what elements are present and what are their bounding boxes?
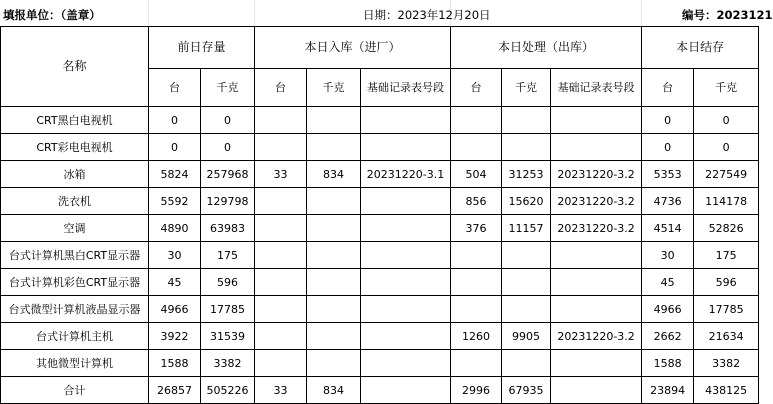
cell-in-record	[361, 269, 451, 296]
cell-in-units: 33	[255, 161, 307, 188]
cell-in-kg	[307, 242, 361, 269]
report-date: 日期：2023年12月20日	[363, 8, 491, 22]
unit-header-units: 台	[451, 69, 502, 107]
cell-out-kg: 15620	[502, 188, 551, 215]
cell-out-record: 20231220-3.2	[551, 188, 642, 215]
cell-bal-units: 30	[642, 242, 694, 269]
cell-out-units	[451, 134, 502, 161]
report-code: 编号：2023121	[682, 8, 773, 22]
unit-header-kg: 千克	[201, 69, 255, 107]
cell-in-kg	[307, 134, 361, 161]
cell-prev-units: 4966	[149, 296, 201, 323]
table-row	[1, 296, 759, 323]
group-header-balance: 本日结存	[642, 27, 759, 69]
unit-header-kg: 千克	[502, 69, 551, 107]
cell-in-kg	[307, 350, 361, 377]
row-name-cell: 台式微型计算机液晶显示器	[1, 296, 149, 323]
cell-out-kg: 11157	[502, 215, 551, 242]
row-name-cell: 台式计算机彩色CRT显示器	[1, 269, 149, 296]
cell-bal-units: 45	[642, 269, 694, 296]
unit-header-kg: 千克	[307, 69, 361, 107]
cell-in-record: 20231220-3.1	[361, 161, 451, 188]
cell-out-kg: 9905	[502, 323, 551, 350]
cell-in-record	[361, 377, 451, 404]
cell-out-record	[551, 350, 642, 377]
unit-header-units: 台	[642, 69, 694, 107]
cell-prev-kg: 3382	[201, 350, 255, 377]
cell-prev-units: 0	[149, 107, 201, 134]
cell-out-kg: 67935	[502, 377, 551, 404]
cell-prev-kg: 0	[201, 107, 255, 134]
cell-in-units	[255, 215, 307, 242]
cell-bal-kg: 438125	[694, 377, 759, 404]
cell-prev-units: 45	[149, 269, 201, 296]
cell-in-units: 33	[255, 377, 307, 404]
cell-out-record	[551, 269, 642, 296]
row-name-cell: CRT彩电电视机	[1, 134, 149, 161]
cell-out-record	[551, 134, 642, 161]
table-row	[1, 377, 759, 404]
row-name-cell: 台式计算机黑白CRT显示器	[1, 242, 149, 269]
cell-prev-units: 1588	[149, 350, 201, 377]
cell-prev-kg: 257968	[201, 161, 255, 188]
unit-header-kg: 千克	[694, 69, 759, 107]
inventory-table	[0, 26, 759, 404]
cell-out-units	[451, 107, 502, 134]
cell-in-kg: 834	[307, 377, 361, 404]
cell-in-units	[255, 134, 307, 161]
cell-in-record	[361, 134, 451, 161]
cell-in-units	[255, 188, 307, 215]
cell-prev-units: 5824	[149, 161, 201, 188]
cell-prev-kg: 63983	[201, 215, 255, 242]
cell-prev-kg: 31539	[201, 323, 255, 350]
cell-out-record: 20231220-3.2	[551, 215, 642, 242]
table-row	[1, 161, 759, 188]
cell-bal-kg: 0	[694, 107, 759, 134]
cell-out-kg	[502, 134, 551, 161]
report-header-bar	[0, 0, 773, 27]
cell-in-kg	[307, 323, 361, 350]
cell-prev-units: 30	[149, 242, 201, 269]
group-header-processed: 本日处理（出库）	[451, 27, 642, 69]
cell-bal-units: 23894	[642, 377, 694, 404]
row-name-cell: 其他微型计算机	[1, 350, 149, 377]
cell-in-record	[361, 188, 451, 215]
cell-in-units	[255, 269, 307, 296]
gridline	[148, 0, 149, 26]
table-row	[1, 269, 759, 296]
cell-out-kg: 31253	[502, 161, 551, 188]
row-name-cell: 合计	[1, 377, 149, 404]
cell-bal-units: 0	[642, 107, 694, 134]
cell-in-units	[255, 242, 307, 269]
cell-bal-units: 5353	[642, 161, 694, 188]
cell-out-kg	[502, 269, 551, 296]
table-row	[1, 134, 759, 161]
cell-bal-kg: 52826	[694, 215, 759, 242]
table-row	[1, 323, 759, 350]
unit-header-units: 台	[255, 69, 307, 107]
row-name-cell: CRT黑白电视机	[1, 107, 149, 134]
cell-bal-units: 1588	[642, 350, 694, 377]
cell-bal-units: 0	[642, 134, 694, 161]
cell-out-record: 20231220-3.2	[551, 323, 642, 350]
record-number-header: 基础记录表号段	[551, 69, 642, 107]
cell-prev-units: 5592	[149, 188, 201, 215]
cell-in-kg	[307, 215, 361, 242]
header-row-groups	[1, 27, 759, 69]
cell-out-units: 376	[451, 215, 502, 242]
cell-prev-kg: 175	[201, 242, 255, 269]
unit-header-units: 台	[149, 69, 201, 107]
cell-prev-kg: 505226	[201, 377, 255, 404]
cell-in-record	[361, 107, 451, 134]
cell-out-kg	[502, 107, 551, 134]
cell-in-record	[361, 215, 451, 242]
cell-out-kg	[502, 350, 551, 377]
cell-prev-kg: 17785	[201, 296, 255, 323]
cell-out-record	[551, 296, 642, 323]
cell-in-kg: 834	[307, 161, 361, 188]
group-header-inbound: 本日入库（进厂）	[255, 27, 451, 69]
group-header-previous-stock: 前日存量	[149, 27, 255, 69]
cell-bal-kg: 3382	[694, 350, 759, 377]
cell-in-units	[255, 107, 307, 134]
cell-in-units	[255, 350, 307, 377]
cell-bal-kg: 0	[694, 134, 759, 161]
cell-bal-units: 4514	[642, 215, 694, 242]
cell-bal-kg: 596	[694, 269, 759, 296]
cell-bal-units: 4966	[642, 296, 694, 323]
name-header: 名称	[1, 27, 149, 107]
cell-prev-kg: 0	[201, 134, 255, 161]
cell-out-record	[551, 242, 642, 269]
row-name-cell: 洗衣机	[1, 188, 149, 215]
cell-bal-units: 2662	[642, 323, 694, 350]
table-row	[1, 188, 759, 215]
row-name-cell: 空调	[1, 215, 149, 242]
cell-bal-kg: 17785	[694, 296, 759, 323]
cell-bal-kg: 114178	[694, 188, 759, 215]
cell-out-kg	[502, 242, 551, 269]
cell-out-units: 2996	[451, 377, 502, 404]
cell-out-units: 504	[451, 161, 502, 188]
cell-out-units	[451, 350, 502, 377]
cell-out-units	[451, 296, 502, 323]
cell-prev-kg: 596	[201, 269, 255, 296]
cell-in-record	[361, 323, 451, 350]
cell-in-kg	[307, 296, 361, 323]
cell-out-units	[451, 242, 502, 269]
cell-bal-kg: 21634	[694, 323, 759, 350]
gridline	[254, 0, 255, 26]
cell-bal-kg: 227549	[694, 161, 759, 188]
cell-prev-units: 26857	[149, 377, 201, 404]
cell-prev-units: 0	[149, 134, 201, 161]
cell-bal-kg: 175	[694, 242, 759, 269]
cell-in-record	[361, 242, 451, 269]
cell-in-record	[361, 350, 451, 377]
cell-out-units: 856	[451, 188, 502, 215]
table-row	[1, 107, 759, 134]
cell-prev-units: 4890	[149, 215, 201, 242]
record-number-header: 基础记录表号段	[361, 69, 451, 107]
cell-in-units	[255, 296, 307, 323]
gridline	[641, 0, 642, 26]
cell-out-record: 20231220-3.2	[551, 161, 642, 188]
row-name-cell: 冰箱	[1, 161, 149, 188]
cell-out-record	[551, 107, 642, 134]
table-row	[1, 242, 759, 269]
cell-in-kg	[307, 269, 361, 296]
cell-in-units	[255, 323, 307, 350]
cell-prev-kg: 129798	[201, 188, 255, 215]
cell-out-units	[451, 269, 502, 296]
cell-in-kg	[307, 188, 361, 215]
cell-out-record	[551, 377, 642, 404]
cell-bal-units: 4736	[642, 188, 694, 215]
reporting-unit: 填报单位：（盖章）	[3, 8, 101, 22]
cell-out-units: 1260	[451, 323, 502, 350]
table-row	[1, 350, 759, 377]
cell-out-kg	[502, 296, 551, 323]
table-row	[1, 215, 759, 242]
cell-in-record	[361, 296, 451, 323]
cell-prev-units: 3922	[149, 323, 201, 350]
cell-in-kg	[307, 107, 361, 134]
row-name-cell: 台式计算机主机	[1, 323, 149, 350]
